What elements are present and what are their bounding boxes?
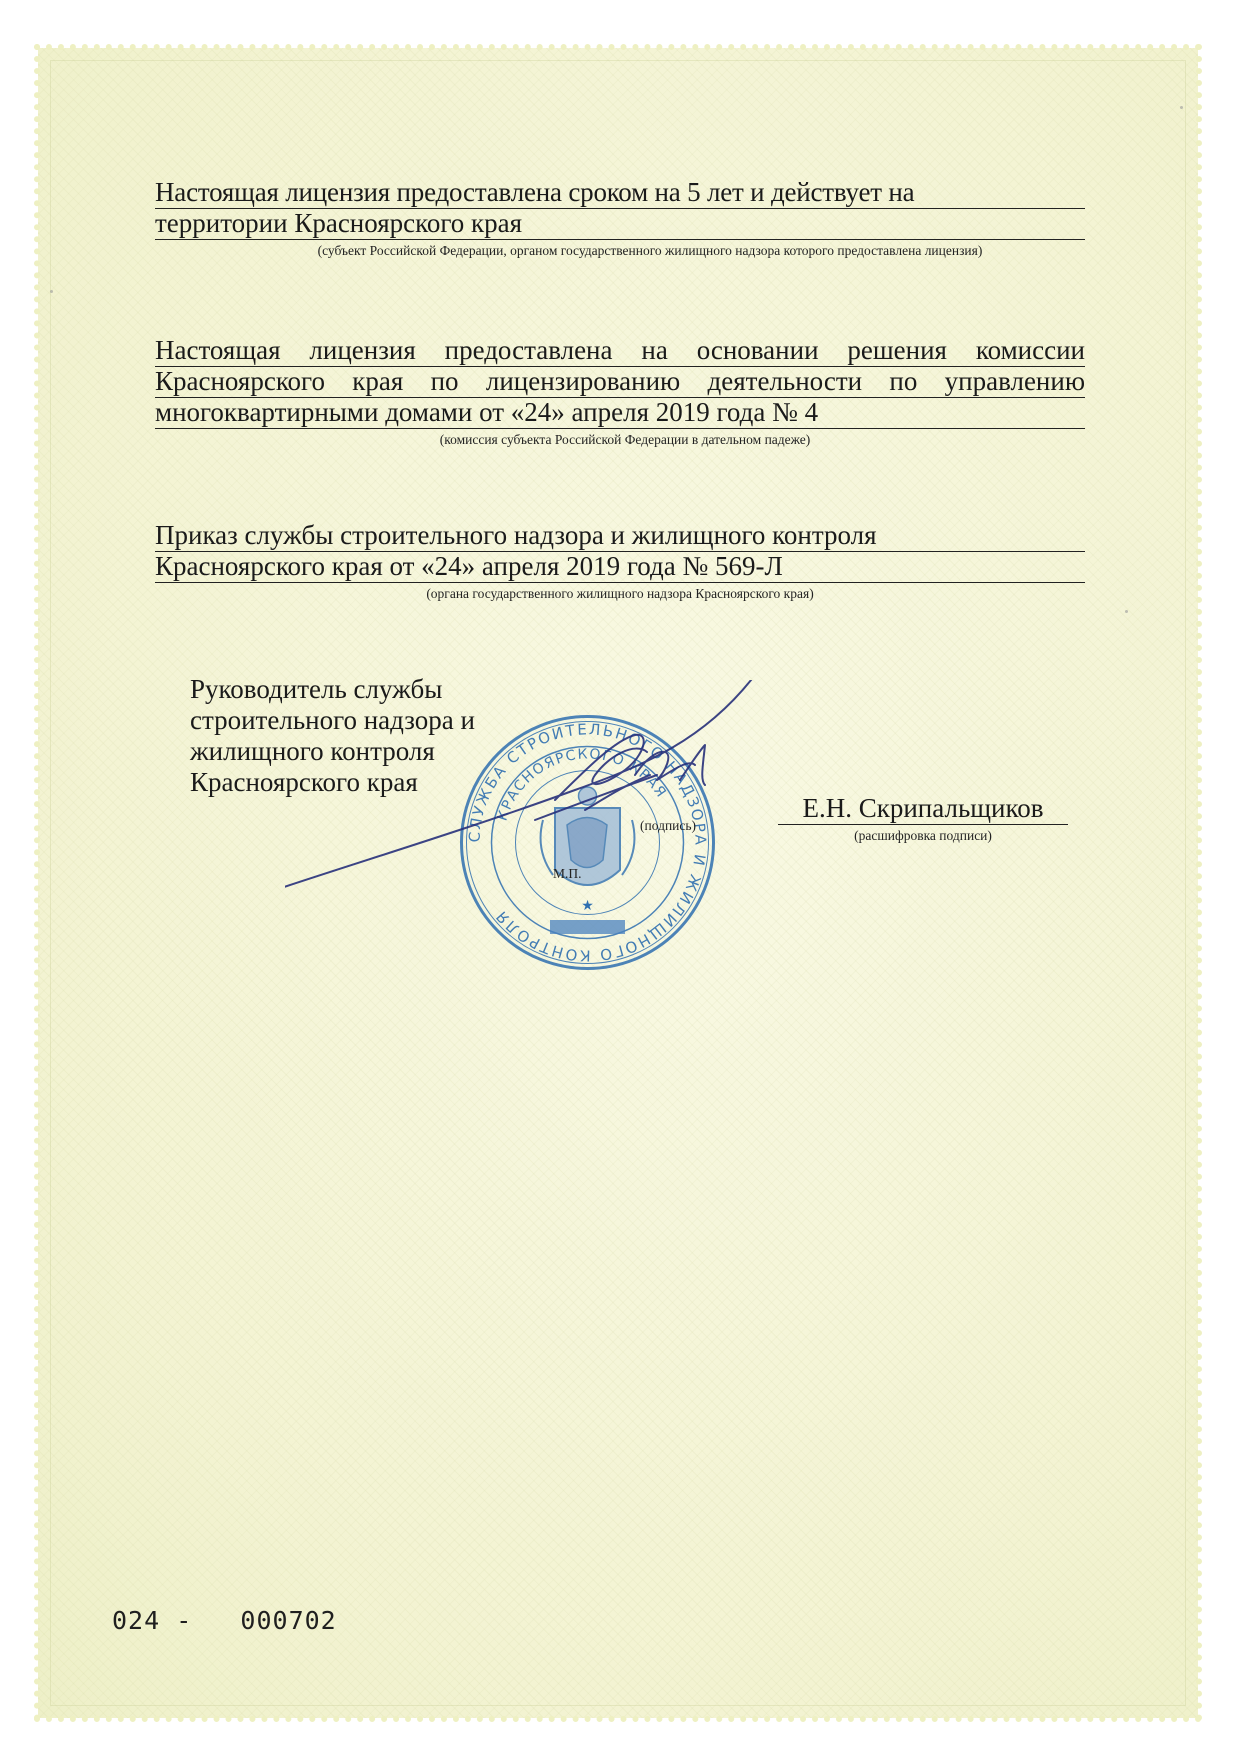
seal-inner-text: КРАСНОЯРСКОГО КРАЯ (494, 746, 670, 823)
territory-section (155, 178, 1085, 260)
signer-name-caption: (расшифровка подписи) (854, 828, 992, 843)
order-line-1: Приказ службы строительного надзора и жилищного контроля (155, 521, 1085, 552)
seal-outer-text: СЛУЖБА СТРОИТЕЛЬНОГО НАДЗОРА И ЖИЛИЩНОГО КОНТРОЛЯ (465, 720, 710, 965)
order-line-2: Красноярского края от «24» апреля 2019 года № 569-Л (155, 552, 1085, 583)
signature-caption: (подпись) (640, 818, 697, 833)
head-title-line: жилищного контроля (190, 736, 435, 766)
stamp-place-mark: М.П. (553, 866, 582, 881)
head-title-line: Красноярского края (190, 767, 418, 797)
basis-hint: (комиссия субъекта Российской Федерации в дательном падеже) (439, 432, 811, 447)
scan-speck (1125, 610, 1128, 613)
blank-serial-number: 024 - 000702 (112, 1606, 337, 1635)
scan-speck (50, 290, 53, 293)
basis-section (155, 336, 1085, 449)
scan-speck (1180, 106, 1183, 109)
head-title-line: строительного надзора и (190, 705, 475, 735)
territory-hint: (субъект Российской Федерации, органом государственного жилищного надзора которого предоставлена лицензия) (317, 243, 983, 258)
order-hint: (органа государственного жилищного надзора Красноярского края) (426, 586, 814, 601)
head-title-line: Руководитель службы (190, 674, 443, 704)
territory-line-1: Настоящая лицензия предоставлена сроком на 5 лет и действует на (155, 178, 1085, 209)
territory-line-2: территории Красноярского края (155, 209, 1085, 240)
basis-line-3: многоквартирными домами от «24» апреля 2019 года № 4 (155, 398, 1085, 429)
seal-star-icon: ★ (581, 898, 594, 914)
order-section (155, 521, 1085, 603)
basis-line-1: Настоящая лицензия предоставлена на основании решения комиссии (155, 336, 1085, 365)
signer-name: Е.Н. Скрипальщиков (778, 792, 1068, 825)
basis-line-2: Красноярского края по лицензированию деятельности по управлению (155, 367, 1085, 396)
